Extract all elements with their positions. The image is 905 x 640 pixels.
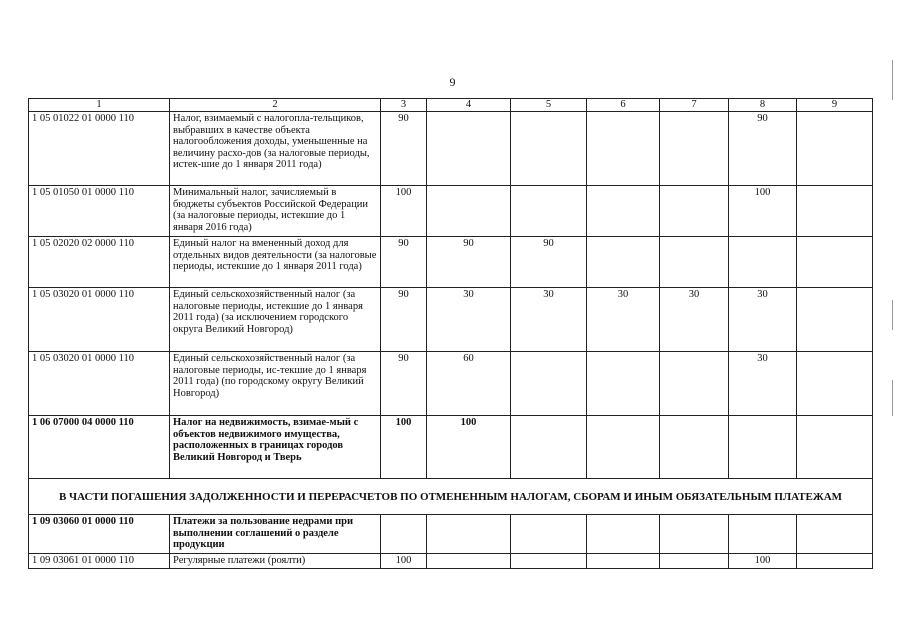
value-cell (511, 515, 587, 554)
value-cell (729, 237, 797, 288)
value-cell: 30 (729, 352, 797, 416)
value-cell (797, 112, 873, 186)
value-cell (729, 515, 797, 554)
scan-edge-marks (892, 60, 895, 620)
value-cell: 30 (660, 288, 729, 352)
value-cell (511, 554, 587, 569)
value-cell: 100 (381, 186, 427, 237)
value-cell (427, 112, 511, 186)
value-cell (427, 186, 511, 237)
column-header: 6 (587, 99, 660, 112)
value-cell: 90 (381, 288, 427, 352)
value-cell (381, 515, 427, 554)
revenue-name-cell: Единый налог на вмененный доход для отдельных видов деятельности (за налоговые периоды, истекшие до 1 января 2011 года) (170, 237, 381, 288)
value-cell: 60 (427, 352, 511, 416)
value-cell (797, 416, 873, 479)
value-cell (660, 112, 729, 186)
table-row (29, 515, 873, 554)
table-row (29, 237, 873, 288)
value-cell (587, 554, 660, 569)
revenue-name-cell: Налог на недвижимость, взимае-мый с объектов недвижимого имущества, расположенных в границах городов Великий Новгород и Тверь (170, 416, 381, 479)
kbk-code-cell: 1 09 03061 01 0000 110 (29, 554, 170, 569)
value-cell: 90 (381, 237, 427, 288)
value-cell (511, 112, 587, 186)
section-heading-row (29, 479, 873, 515)
value-cell: 100 (381, 416, 427, 479)
value-cell (729, 416, 797, 479)
page-number: 9 (449, 75, 456, 89)
revenue-name-cell: Минимальный налог, зачисляемый в бюджеты субъектов Российской Федерации (за налоговые периоды, истекшие до 1 января 2016 года) (170, 186, 381, 237)
kbk-code-cell: 1 05 01050 01 0000 110 (29, 186, 170, 237)
kbk-code-cell: 1 05 01022 01 0000 110 (29, 112, 170, 186)
value-cell (587, 416, 660, 479)
value-cell (587, 112, 660, 186)
value-cell (797, 554, 873, 569)
column-header: 7 (660, 99, 729, 112)
value-cell (797, 515, 873, 554)
revenue-name-cell: Налог, взимаемый с налогопла-тельщиков, выбравших в качестве объекта налогообложения доходы, уменьшенные на величину расхо-дов (за налоговые периоды, истек-шие до 1 января 2011 года) (170, 112, 381, 186)
value-cell: 90 (381, 352, 427, 416)
value-cell (797, 288, 873, 352)
value-cell: 90 (729, 112, 797, 186)
value-cell (660, 554, 729, 569)
column-header: 3 (381, 99, 427, 112)
column-header: 9 (797, 99, 873, 112)
table-row (29, 352, 873, 416)
table-row (29, 416, 873, 479)
value-cell: 30 (511, 288, 587, 352)
value-cell: 90 (427, 237, 511, 288)
value-cell: 100 (427, 416, 511, 479)
value-cell (797, 186, 873, 237)
value-cell (660, 186, 729, 237)
budget-table (28, 98, 873, 569)
kbk-code-cell: 1 05 03020 01 0000 110 (29, 352, 170, 416)
section-heading: В ЧАСТИ ПОГАШЕНИЯ ЗАДОЛЖЕННОСТИ И ПЕРЕРАСЧЕТОВ ПО ОТМЕНЕННЫМ НАЛОГАМ, СБОРАМ И ИНЫМ ОБЯЗАТЕЛЬНЫМ ПЛАТЕЖАМ (29, 479, 873, 515)
scan-mark (892, 300, 893, 330)
value-cell: 100 (729, 186, 797, 237)
scan-mark (892, 380, 893, 416)
value-cell (587, 352, 660, 416)
value-cell (427, 554, 511, 569)
table-row (29, 186, 873, 237)
value-cell (511, 186, 587, 237)
table-row (29, 554, 873, 569)
value-cell (587, 515, 660, 554)
value-cell: 100 (381, 554, 427, 569)
header-row (29, 99, 873, 112)
column-header: 8 (729, 99, 797, 112)
value-cell (660, 237, 729, 288)
value-cell: 30 (587, 288, 660, 352)
kbk-code-cell: 1 05 02020 02 0000 110 (29, 237, 170, 288)
value-cell: 30 (729, 288, 797, 352)
value-cell (587, 186, 660, 237)
value-cell (427, 515, 511, 554)
column-header: 2 (170, 99, 381, 112)
scan-mark (892, 60, 893, 100)
column-header: 1 (29, 99, 170, 112)
revenue-name-cell: Единый сельскохозяйственный налог (за налоговые периоды, ис-текшие до 1 января 2011 года) (по городскому округу Великий Новгород) (170, 352, 381, 416)
revenue-name-cell: Платежи за пользование недрами при выполнении соглашений о разделе продукции (170, 515, 381, 554)
column-header: 4 (427, 99, 511, 112)
value-cell (660, 515, 729, 554)
value-cell: 90 (381, 112, 427, 186)
value-cell (587, 237, 660, 288)
table-row (29, 288, 873, 352)
value-cell (511, 352, 587, 416)
value-cell (797, 237, 873, 288)
revenue-name-cell: Единый сельскохозяйственный налог (за налоговые периоды, истекшие до 1 января 2011 года) (за исключением городского округа Великий Новгород) (170, 288, 381, 352)
kbk-code-cell: 1 05 03020 01 0000 110 (29, 288, 170, 352)
value-cell: 90 (511, 237, 587, 288)
kbk-code-cell: 1 06 07000 04 0000 110 (29, 416, 170, 479)
table-row (29, 112, 873, 186)
kbk-code-cell: 1 09 03060 01 0000 110 (29, 515, 170, 554)
value-cell (660, 416, 729, 479)
value-cell (660, 352, 729, 416)
value-cell (797, 352, 873, 416)
value-cell (511, 416, 587, 479)
value-cell: 30 (427, 288, 511, 352)
column-header: 5 (511, 99, 587, 112)
revenue-name-cell: Регулярные платежи (роялти) (170, 554, 381, 569)
value-cell: 100 (729, 554, 797, 569)
